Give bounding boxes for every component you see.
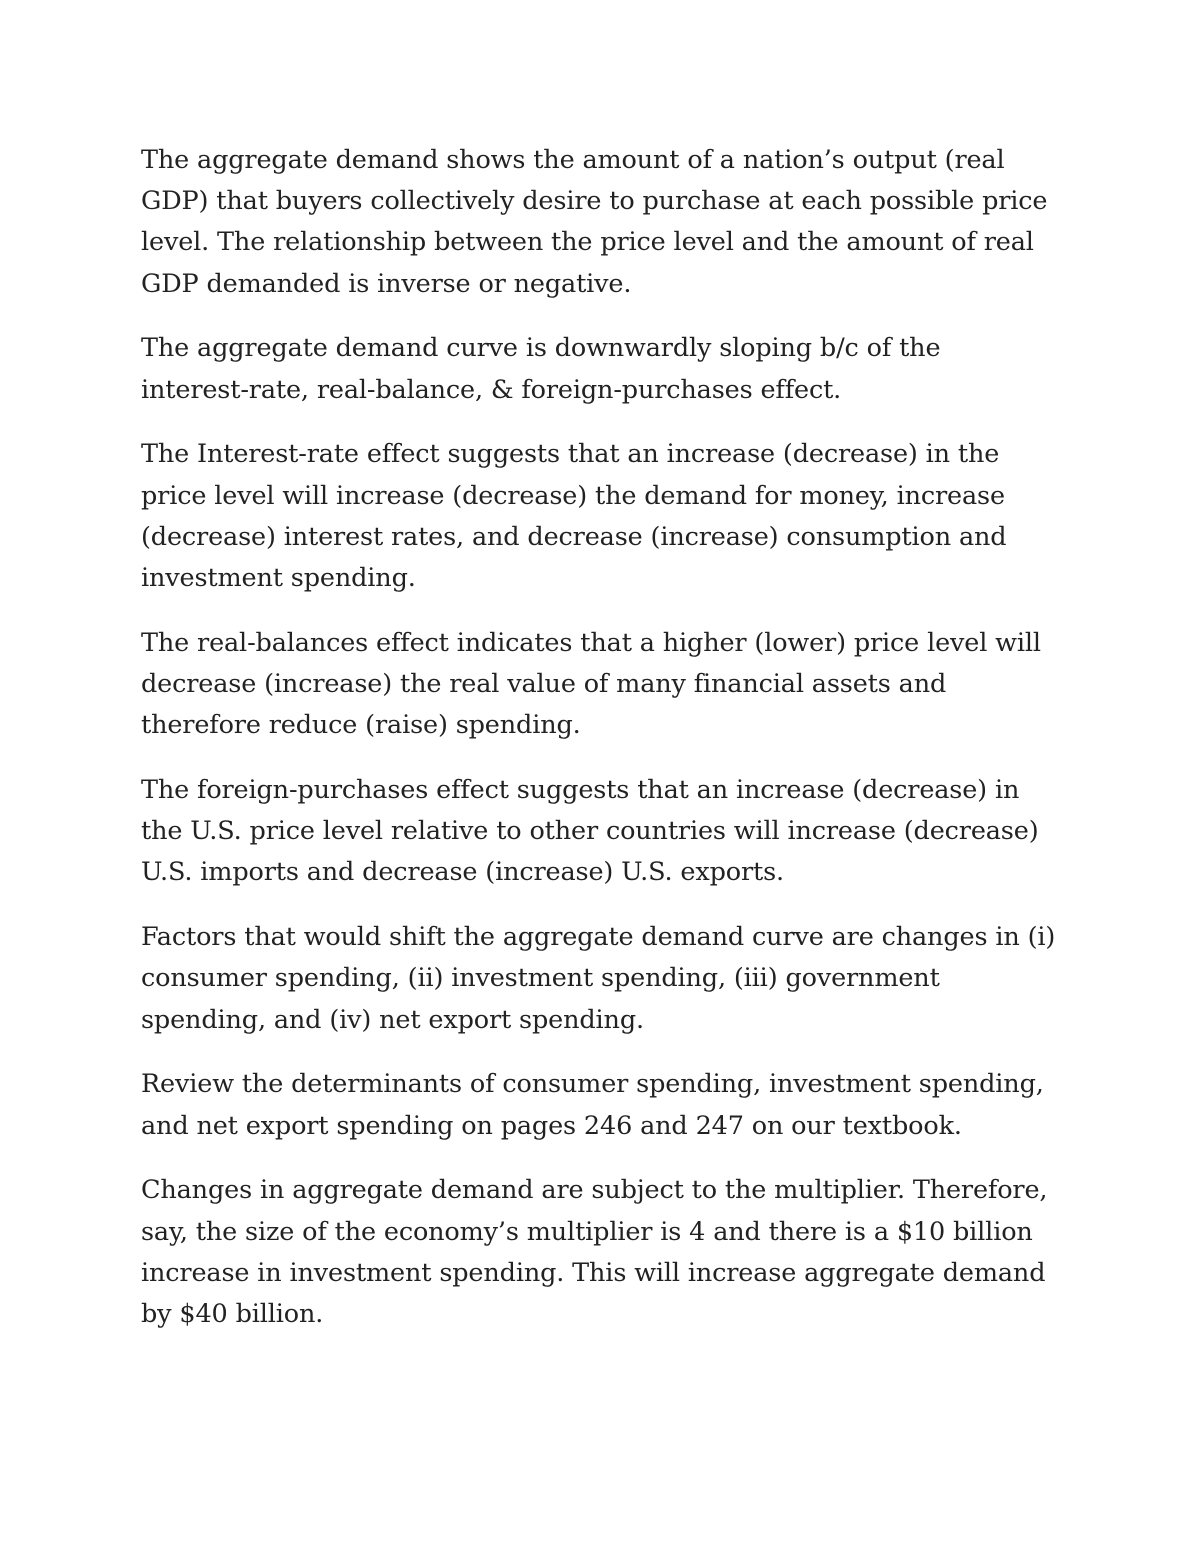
paragraph-foreign-purchases-effect: [141, 770, 1071, 894]
text-line: investment spending.: [141, 563, 416, 594]
text-line: GDP demanded is inverse or negative.: [141, 268, 632, 299]
text-line: and net export spending on pages 246 and 247 on our textbook.: [141, 1110, 962, 1141]
paragraph-aggregate-demand-definition: [141, 140, 1071, 305]
text-line: The Interest-rate effect suggests that an increase (decrease) in the: [141, 439, 1000, 470]
paragraph-downward-slope: [141, 328, 1071, 410]
text-line: U.S. imports and decrease (increase) U.S. exports.: [141, 857, 785, 888]
text-line: GDP) that buyers collectively desire to purchase at each possible price: [141, 186, 1048, 217]
text-line: the U.S. price level relative to other countries will increase (decrease): [141, 816, 1039, 847]
text-line: Review the determinants of consumer spending, investment spending,: [141, 1069, 1044, 1100]
text-line: The real-balances effect indicates that a higher (lower) price level will: [141, 627, 1041, 658]
text-line: spending, and (iv) net export spending.: [141, 1004, 644, 1035]
paragraph-review-determinants: [141, 1064, 1071, 1146]
text-line: The aggregate demand curve is downwardly sloping b/c of the: [141, 333, 941, 364]
text-line: price level will increase (decrease) the demand for money, increase: [141, 480, 1005, 511]
text-line: level. The relationship between the price level and the amount of real: [141, 227, 1034, 258]
text-line: say, the size of the economy’s multiplier is 4 and there is a $10 billion: [141, 1216, 1033, 1247]
paragraph-shift-factors: [141, 917, 1071, 1041]
text-line: Factors that would shift the aggregate demand curve are changes in (i): [141, 922, 1056, 953]
paragraph-real-balances-effect: [141, 623, 1071, 747]
text-line: by $40 billion.: [141, 1299, 324, 1330]
text-line: increase in investment spending. This will increase aggregate demand: [141, 1257, 1046, 1288]
document-body: [141, 140, 1060, 1335]
text-line: therefore reduce (raise) spending.: [141, 710, 581, 741]
text-line: consumer spending, (ii) investment spending, (iii) government: [141, 963, 940, 994]
text-line: interest-rate, real-balance, & foreign-purchases effect.: [141, 374, 842, 405]
paragraph-interest-rate-effect: [141, 434, 1071, 599]
text-line: The aggregate demand shows the amount of a nation’s output (real: [141, 145, 1005, 175]
text-line: (decrease) interest rates, and decrease (increase) consumption and: [141, 521, 1007, 552]
paragraph-multiplier: [141, 1170, 1071, 1335]
text-line: Changes in aggregate demand are subject to the multiplier. Therefore,: [141, 1175, 1048, 1206]
text-line: decrease (increase) the real value of many financial assets and: [141, 669, 947, 700]
text-line: The foreign-purchases effect suggests that an increase (decrease) in: [141, 775, 1020, 806]
